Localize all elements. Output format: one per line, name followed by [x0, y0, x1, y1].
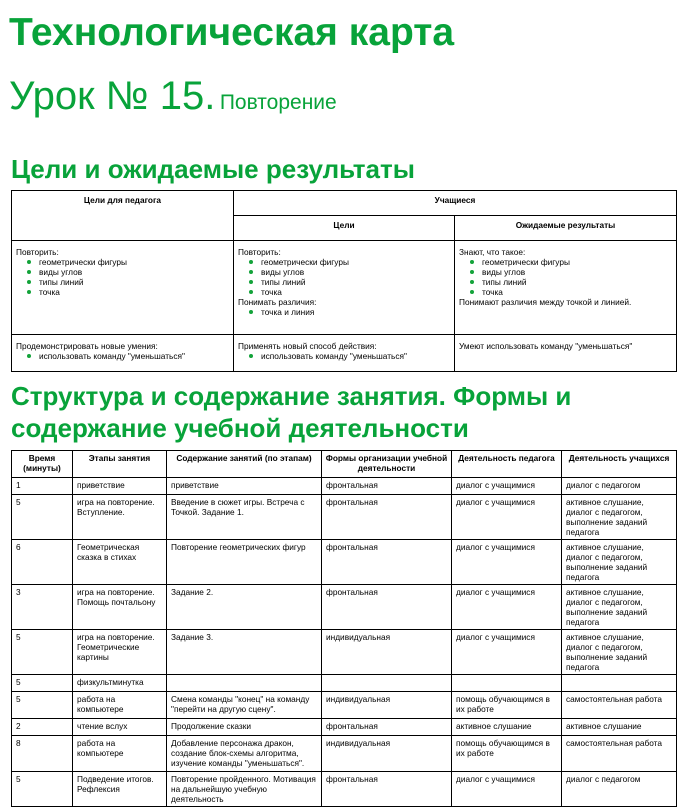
goals-row-repeat — [12, 241, 677, 335]
heading-line: Структура и содержание занятия. Формы и — [11, 381, 572, 411]
header-expected-results: Ожидаемые результаты — [455, 216, 677, 241]
cell-students: диалог с педагогом — [562, 478, 677, 495]
cell-students — [562, 675, 677, 692]
cell-time: 5 — [12, 630, 73, 675]
cell-tail: Понимают различия между точкой и линией. — [459, 297, 632, 307]
cell-teacher: диалог с учащимися — [452, 495, 562, 540]
cell-teacher: активное слушание — [452, 719, 562, 736]
list-item: использовать команду "уменьшаться" — [253, 351, 450, 361]
cell-time: 5 — [12, 692, 73, 719]
cell-text: Умеют использовать команду "уменьшаться" — [459, 341, 633, 351]
cell-form: фронтальная — [322, 772, 452, 807]
list-item: использовать команду "уменьшаться" — [31, 351, 229, 361]
cell-stage: физкультминутка — [73, 675, 167, 692]
cell-teacher: диалог с учащимися — [452, 630, 562, 675]
expected-results-cell — [455, 335, 677, 372]
cell-teacher: помощь обучающимся в их работе — [452, 692, 562, 719]
cell-stage: чтение вслух — [73, 719, 167, 736]
cell-students: активное слушание, диалог с педагогом, выполнение заданий педагога — [562, 585, 677, 630]
bullet-list — [238, 307, 450, 317]
cell-teacher: диалог с учащимися — [452, 540, 562, 585]
cell-students: активное слушание — [562, 719, 677, 736]
cell-content: Введение в сюжет игры. Встреча с Точкой. Задание 1. — [167, 495, 322, 540]
header-forms: Формы организации учебной деятельности — [322, 451, 452, 478]
table-row — [12, 692, 677, 719]
cell-content: Продолжение сказки — [167, 719, 322, 736]
cell-form: фронтальная — [322, 585, 452, 630]
cell-time: 6 — [12, 540, 73, 585]
cell-content: Повторение геометрических фигур — [167, 540, 322, 585]
bullet-list — [16, 257, 229, 297]
teacher-goals-cell — [12, 335, 234, 372]
structure-table — [11, 450, 677, 807]
list-item: виды углов — [31, 267, 229, 277]
cell-time: 8 — [12, 736, 73, 772]
cell-stage: работа на компьютере — [73, 692, 167, 719]
cell-stage: игра на повторение. Помощь почтальону — [73, 585, 167, 630]
student-goals-cell — [234, 241, 455, 335]
table-row — [12, 630, 677, 675]
header-time: Время (минуты) — [12, 451, 73, 478]
cell-form: фронтальная — [322, 495, 452, 540]
cell-teacher: диалог с учащимися — [452, 478, 562, 495]
cell-stage: Подведение итогов. Рефлексия — [73, 772, 167, 807]
teacher-goals-cell — [12, 241, 234, 335]
list-item: типы линий — [31, 277, 229, 287]
page-title: Технологическая карта — [9, 11, 455, 54]
cell-stage: игра на повторение. Вступление. — [73, 495, 167, 540]
header-student-activity: Деятельность учащихся — [562, 451, 677, 478]
header-teacher-activity: Деятельность педагога — [452, 451, 562, 478]
table-row — [12, 495, 677, 540]
lesson-heading — [9, 70, 337, 131]
heading-line: содержание учебной деятельности — [11, 413, 469, 443]
header-content: Содержание занятий (по этапам) — [167, 451, 322, 478]
cell-time: 1 — [12, 478, 73, 495]
cell-time: 5 — [12, 675, 73, 692]
goals-table — [11, 190, 677, 372]
list-item: виды углов — [474, 267, 672, 277]
cell-form: индивидуальная — [322, 692, 452, 719]
bullet-list — [238, 257, 450, 297]
lesson-topic: Повторение — [219, 91, 337, 114]
cell-form: фронтальная — [322, 719, 452, 736]
cell-lead: Продемонстрировать новые умения: — [16, 341, 158, 351]
list-item: точка — [253, 287, 450, 297]
section-structure-heading — [11, 380, 571, 444]
bullet-list — [238, 351, 450, 361]
cell-form: фронтальная — [322, 540, 452, 585]
cell-teacher: диалог с учащимися — [452, 772, 562, 807]
bullet-list — [16, 351, 229, 361]
cell-content: Смена команды "конец" на команду "перейти на другую сцену". — [167, 692, 322, 719]
cell-content: Добавление персонажа дракон, создание блок-схемы алгоритма, изучение команды "уменьшаться". — [167, 736, 322, 772]
cell-time: 5 — [12, 772, 73, 807]
cell-teacher — [452, 675, 562, 692]
cell-form: индивидуальная — [322, 736, 452, 772]
list-item: геометрически фигуры — [253, 257, 450, 267]
cell-students: активное слушание, диалог с педагогом, выполнение заданий педагога — [562, 630, 677, 675]
cell-students: самостоятельная работа — [562, 692, 677, 719]
cell-time: 5 — [12, 495, 73, 540]
cell-content: Повторение пройденного. Мотивация на дальнейшую учебную деятельность — [167, 772, 322, 807]
cell-stage: игра на повторение. Геометрические картины — [73, 630, 167, 675]
list-item: геометрически фигуры — [31, 257, 229, 267]
list-item: виды углов — [253, 267, 450, 277]
cell-time: 2 — [12, 719, 73, 736]
expected-results-cell — [455, 241, 677, 335]
list-item: типы линий — [253, 277, 450, 287]
header-students: Учащиеся — [234, 191, 677, 216]
table-row — [12, 585, 677, 630]
cell-content — [167, 675, 322, 692]
goals-row-new-skills — [12, 335, 677, 372]
header-stages: Этапы занятия — [73, 451, 167, 478]
cell-stage: приветствие — [73, 478, 167, 495]
cell-stage: Геометрическая сказка в стихах — [73, 540, 167, 585]
list-item: типы линий — [474, 277, 672, 287]
cell-content: Задание 2. — [167, 585, 322, 630]
header-teacher-goals: Цели для педагога — [12, 191, 234, 241]
list-item: точка и линия — [253, 307, 450, 317]
cell-content: Задание 3. — [167, 630, 322, 675]
cell-teacher: диалог с учащимися — [452, 585, 562, 630]
section-goals-heading: Цели и ожидаемые результаты — [11, 154, 415, 184]
list-item: точка — [31, 287, 229, 297]
table-row — [12, 540, 677, 585]
cell-lead: Знают, что такое: — [459, 247, 526, 257]
cell-form: индивидуальная — [322, 630, 452, 675]
bullet-list — [459, 257, 672, 297]
cell-lead: Применять новый способ действия: — [238, 341, 377, 351]
header-student-goals: Цели — [234, 216, 455, 241]
cell-form — [322, 675, 452, 692]
cell-form: фронтальная — [322, 478, 452, 495]
cell-students: активное слушание, диалог с педагогом, выполнение заданий педагога — [562, 495, 677, 540]
cell-stage: работа на компьютере — [73, 736, 167, 772]
table-row — [12, 478, 677, 495]
structure-header-row — [12, 451, 677, 478]
list-item: геометрически фигуры — [474, 257, 672, 267]
cell-teacher: помощь обучающимся в их работе — [452, 736, 562, 772]
cell-students: активное слушание, диалог с педагогом, выполнение заданий педагога — [562, 540, 677, 585]
goals-header-row — [12, 191, 677, 216]
list-item: точка — [474, 287, 672, 297]
table-row — [12, 772, 677, 807]
table-row — [12, 736, 677, 772]
cell-time: 3 — [12, 585, 73, 630]
cell-content: приветствие — [167, 478, 322, 495]
cell-lead: Повторить: — [16, 247, 59, 257]
cell-students: диалог с педагогом — [562, 772, 677, 807]
cell-students: самостоятельная работа — [562, 736, 677, 772]
cell-lead: Понимать различия: — [238, 297, 317, 307]
table-row — [12, 675, 677, 692]
lesson-number: Урок № 15. — [9, 74, 216, 118]
cell-lead: Повторить: — [238, 247, 281, 257]
table-row — [12, 719, 677, 736]
student-goals-cell — [234, 335, 455, 372]
